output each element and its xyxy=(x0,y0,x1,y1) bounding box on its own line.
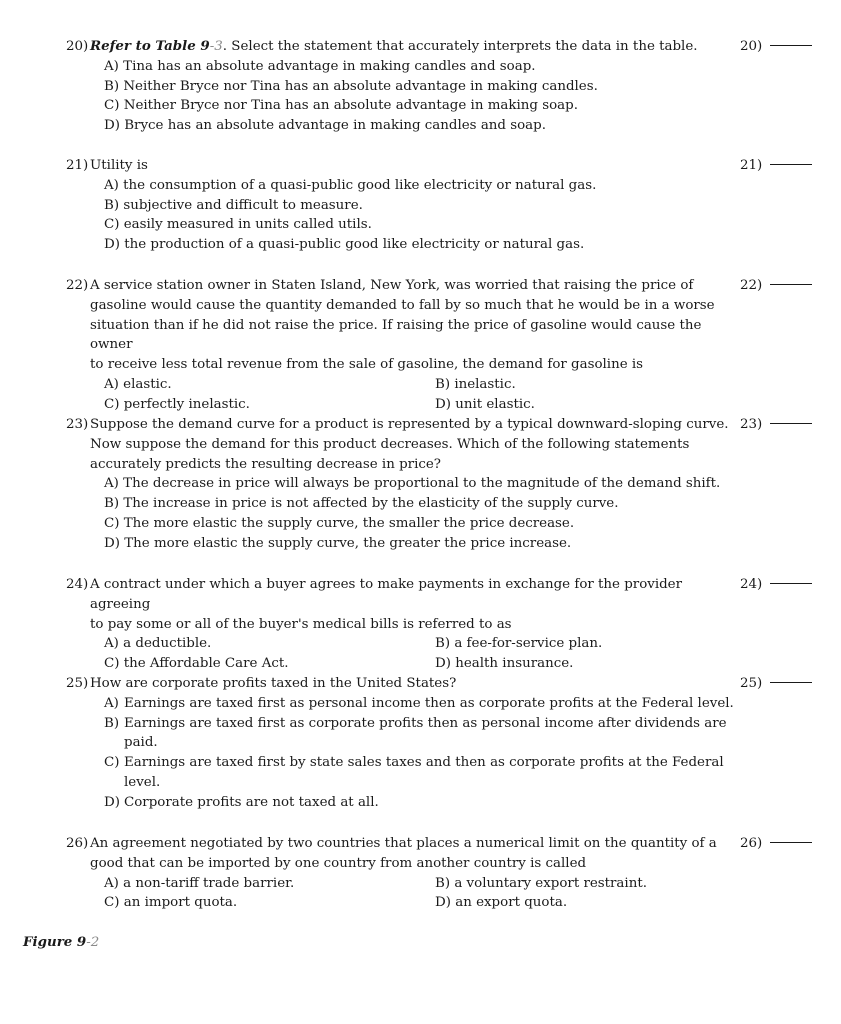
choice-b: B) The increase in price is not affected by the elasticity of the supply curve. xyxy=(104,496,619,512)
question-number: 22) xyxy=(66,278,89,293)
answer-label: 26) xyxy=(740,836,763,851)
question-stem: 26) An agreement negotiated by two countries that places a numerical limit on the quantity of a good that can be imported by one country from another country is called xyxy=(66,836,717,871)
choice-list xyxy=(66,874,736,914)
figure-label: Figure 9-2 xyxy=(23,934,100,950)
choice-b: B) subjective and difficult to measure. xyxy=(104,197,363,213)
choice-c: C) Neither Bryce nor Tina has an absolute advantage in making soap. xyxy=(104,98,578,114)
question-stem: 23) Suppose the demand curve for a product is represented by a typical downward-sloping curve. Now suppose the demand for this product decreases. Which of the following statements accurately predicts the resulting decrease in price? xyxy=(66,417,729,472)
choice-list xyxy=(66,474,736,553)
answer-line[interactable] xyxy=(770,284,812,285)
choice-d: D) unit elastic. xyxy=(435,396,535,412)
question-23 xyxy=(66,415,736,554)
answer-line[interactable] xyxy=(770,45,812,46)
answer-label: 25) xyxy=(740,676,763,691)
question-number: 20) xyxy=(66,39,89,54)
question-25 xyxy=(66,674,736,813)
choice-d: D) Corporate profits are not taxed at all. xyxy=(104,794,379,810)
question-22 xyxy=(66,276,736,415)
choice-c: C) Earnings are taxed first by state sales taxes and then as corporate profits at the Federal level. xyxy=(104,755,724,790)
choice-list xyxy=(66,57,736,136)
answer-blank-21 xyxy=(740,156,812,176)
choice-a: A) a deductible. xyxy=(104,636,212,652)
choice-list xyxy=(66,694,736,813)
answer-line[interactable] xyxy=(770,583,812,584)
choice-c: C) the Affordable Care Act. xyxy=(104,656,289,672)
question-number: 23) xyxy=(66,417,89,432)
answer-label: 24) xyxy=(740,577,763,592)
answer-label: 23) xyxy=(740,417,763,432)
choice-c: C) perfectly inelastic. xyxy=(104,396,250,412)
question-20 xyxy=(66,37,736,136)
answer-line[interactable] xyxy=(770,164,812,165)
question-21 xyxy=(66,156,736,255)
choice-d: D) The more elastic the supply curve, the greater the price increase. xyxy=(104,535,572,551)
choice-d: D) Bryce has an absolute advantage in making candles and soap. xyxy=(104,118,546,134)
answer-line[interactable] xyxy=(770,682,812,683)
choice-list xyxy=(66,176,736,255)
answer-blank-25 xyxy=(740,674,812,694)
question-24 xyxy=(66,575,736,674)
choice-a: A) the consumption of a quasi-public good like electricity or natural gas. xyxy=(104,177,597,193)
question-stem: 24) A contract under which a buyer agrees to make payments in exchange for the provider agreeing to pay some or all of the buyer's medical bills is referred to as xyxy=(66,577,682,632)
choice-b: B) Earnings are taxed first as corporate profits then as personal income after dividends are paid. xyxy=(104,715,727,751)
question-number: 25) xyxy=(66,676,89,691)
answer-blank-22 xyxy=(740,276,812,296)
question-number: 26) xyxy=(66,836,89,851)
choice-b: B) Neither Bryce nor Tina has an absolute advantage in making candles. xyxy=(104,78,598,94)
answer-blank-26 xyxy=(740,834,812,854)
question-stem: 20) Refer to Table 9-3. Select the statement that accurately interprets the data in the table. xyxy=(66,37,736,57)
question-number: 24) xyxy=(66,577,89,592)
choice-a: A) Tina has an absolute advantage in making candles and soap. xyxy=(104,58,536,74)
question-number: 21) xyxy=(66,158,89,173)
choice-c: C) The more elastic the supply curve, the smaller the price decrease. xyxy=(104,515,575,531)
answer-blank-23 xyxy=(740,415,812,435)
choice-a: A) Earnings are taxed first as personal income then as corporate profits at the Federal level. xyxy=(104,695,734,711)
choice-a: A) a non-tariff trade barrier. xyxy=(104,875,295,891)
choice-list xyxy=(66,634,736,674)
question-stem: 21) Utility is xyxy=(66,156,736,176)
choice-a: A) elastic. xyxy=(104,376,172,392)
answer-blank-24 xyxy=(740,575,812,595)
question-26 xyxy=(66,834,736,913)
answer-line[interactable] xyxy=(770,423,812,424)
answer-label: 22) xyxy=(740,278,763,293)
choice-list xyxy=(66,375,736,415)
answer-blank-20 xyxy=(740,37,812,57)
answer-line[interactable] xyxy=(770,842,812,843)
choice-b: B) inelastic. xyxy=(435,376,516,392)
choice-b: B) a fee-for-service plan. xyxy=(435,636,603,652)
choice-d: D) the production of a quasi-public good like electricity or natural gas. xyxy=(104,237,585,253)
choice-c: C) easily measured in units called utils. xyxy=(104,217,372,233)
choice-c: C) an import quota. xyxy=(104,895,238,911)
choice-d: D) health insurance. xyxy=(435,656,574,672)
answer-label: 20) xyxy=(740,39,763,54)
choice-d: D) an export quota. xyxy=(435,895,568,911)
choice-a: A) The decrease in price will always be proportional to the magnitude of the demand shift. xyxy=(104,476,721,492)
choice-b: B) a voluntary export restraint. xyxy=(435,875,647,891)
question-stem: 22) A service station owner in Staten Island, New York, was worried that raising the price of gasoline would cause the quantity demanded to fall by so much that he would be in a worse situation than if he did not raise the price. If raising the price of gasoline would cause the owner to receive less total revenue from the sale of gasoline, the demand for gasoline is xyxy=(66,278,715,373)
answer-label: 21) xyxy=(740,158,763,173)
question-stem: 25) How are corporate profits taxed in the United States? xyxy=(66,674,736,694)
table-reference: Refer to Table 9-3 xyxy=(90,38,223,54)
